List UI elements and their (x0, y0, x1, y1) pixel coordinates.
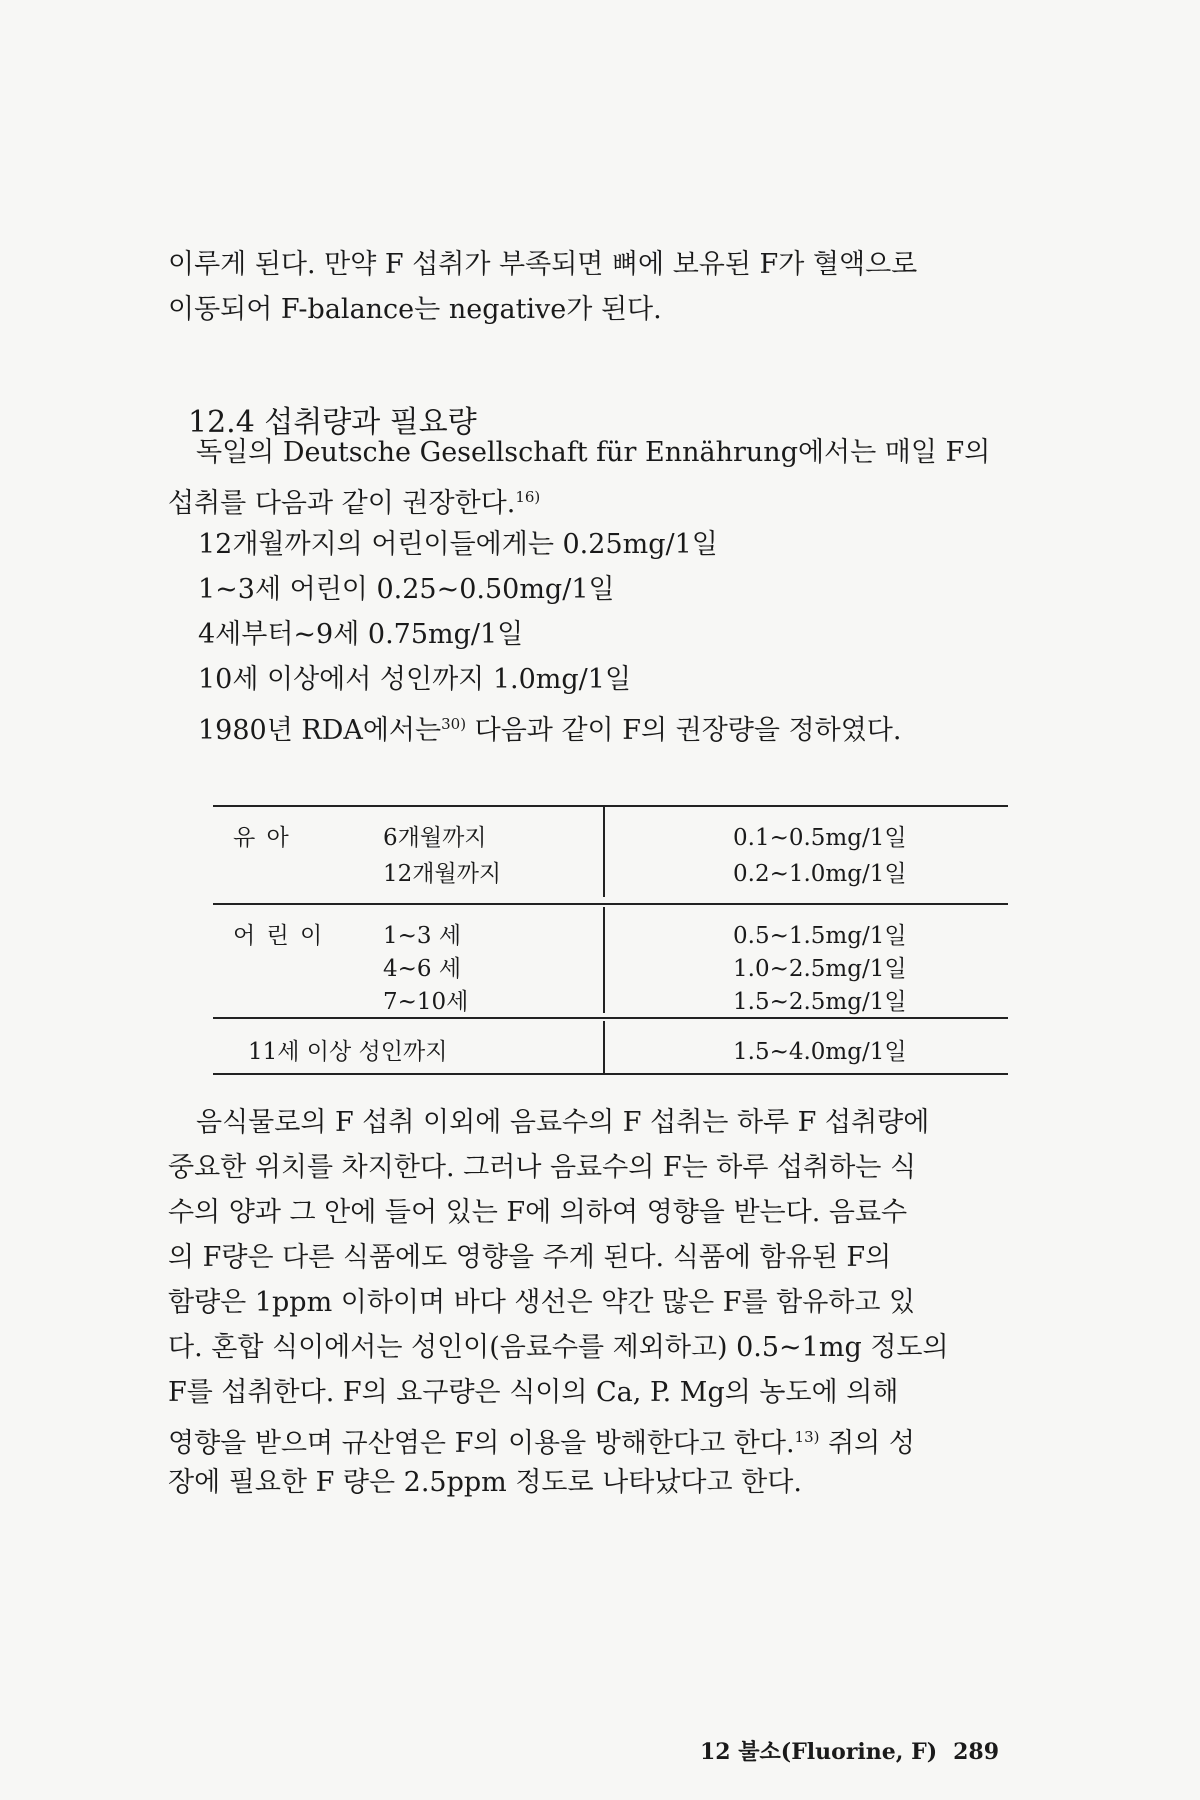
list-item: 10세 이상에서 성인까지 1.0mg/1일 (198, 664, 632, 695)
page-number: 289 (953, 1739, 1000, 1765)
citation-ref: 13) (794, 1428, 820, 1446)
text-span: 1980년 RDA에서는 (198, 715, 442, 746)
section-heading: 12.4 섭취량과 필요량 (188, 405, 477, 440)
table-age: 12개월까지 (383, 861, 502, 887)
table-value: 1.5~4.0mg/1일 (733, 1039, 907, 1065)
table-value: 0.5~1.5mg/1일 (733, 923, 907, 949)
table-value: 0.2~1.0mg/1일 (733, 861, 907, 887)
table-divider (213, 1017, 1008, 1019)
column-divider (603, 1021, 605, 1073)
text-line (168, 475, 1028, 520)
intro-paragraph (168, 430, 1028, 520)
rda-line (198, 702, 901, 747)
text-line: 이루게 된다. 만약 F 섭취가 부족되면 뼈에 보유된 F가 혈액으로 (168, 249, 918, 280)
text-span: 섭취를 다음과 같이 권장한다. (168, 488, 516, 519)
table-age: 6개월까지 (383, 825, 487, 851)
table-category: 11세 이상 성인까지 (248, 1039, 448, 1065)
table-age: 1~3 세 (383, 923, 462, 949)
table-divider (213, 903, 1008, 905)
text-span: 쥐의 성 (819, 1428, 915, 1459)
text-line: 의 F량은 다른 식품에도 영향을 주게 된다. 식품에 함유된 F의 (168, 1242, 892, 1273)
text-line: 이동되어 F-balance는 negative가 된다. (168, 294, 662, 325)
table-age: 4~6 세 (383, 956, 462, 982)
german-recommendations-list (198, 522, 901, 747)
list-item: 12개월까지의 어린이들에게는 0.25mg/1일 (198, 529, 718, 560)
chapter-title: 12 불소(Fluorine, F) (700, 1739, 938, 1765)
text-line: 수의 양과 그 안에 들어 있는 F에 의하여 영향을 받는다. 음료수 (168, 1197, 908, 1228)
table-top-rule (213, 805, 1008, 807)
text-span: 다음과 같이 F의 권장량을 정하였다. (466, 715, 902, 746)
table-value: 1.0~2.5mg/1일 (733, 956, 907, 982)
table-value: 0.1~0.5mg/1일 (733, 825, 907, 851)
top-paragraph (168, 242, 1028, 332)
text-line: 독일의 Deutsche Gesellschaft für Ennährung에서는 매일 F의 (196, 437, 991, 468)
list-item: 4세부터~9세 0.75mg/1일 (198, 619, 524, 650)
text-line: 음식물로의 F 섭취 이외에 음료수의 F 섭취는 하루 F 섭취량에 (196, 1107, 930, 1138)
table-value: 1.5~2.5mg/1일 (733, 989, 907, 1015)
column-divider (603, 805, 605, 897)
table-bottom-rule (213, 1073, 1008, 1075)
table-age: 7~10세 (383, 989, 469, 1015)
citation-ref: 16) (515, 488, 541, 506)
text-line (168, 1415, 1028, 1460)
text-span: 영향을 받으며 규산염은 F의 이용을 방해한다고 한다. (168, 1428, 795, 1459)
text-line: 함량은 1ppm 이하이며 바다 생선은 약간 많은 F를 함유하고 있 (168, 1287, 916, 1318)
table-category: 어 린 이 (233, 923, 325, 949)
text-line: 중요한 위치를 차지한다. 그러나 음료수의 F는 하루 섭취하는 식 (168, 1152, 917, 1183)
text-line: 장에 필요한 F 량은 2.5ppm 정도로 나타났다고 한다. (168, 1467, 802, 1498)
text-line: F를 섭취한다. F의 요구량은 식이의 Ca, P. Mg의 농도에 의해 (168, 1377, 899, 1408)
table-category: 유 아 (233, 825, 291, 851)
text-line: 다. 혼합 식이에서는 성인이(음료수를 제외하고) 0.5~1mg 정도의 (168, 1332, 949, 1363)
column-divider (603, 907, 605, 1013)
citation-ref: 30) (441, 715, 467, 733)
page-footer (700, 1735, 999, 1766)
body-paragraph (168, 1100, 1028, 1505)
fluorine-rda-table (213, 805, 1008, 1075)
list-item: 1~3세 어린이 0.25~0.50mg/1일 (198, 574, 615, 605)
